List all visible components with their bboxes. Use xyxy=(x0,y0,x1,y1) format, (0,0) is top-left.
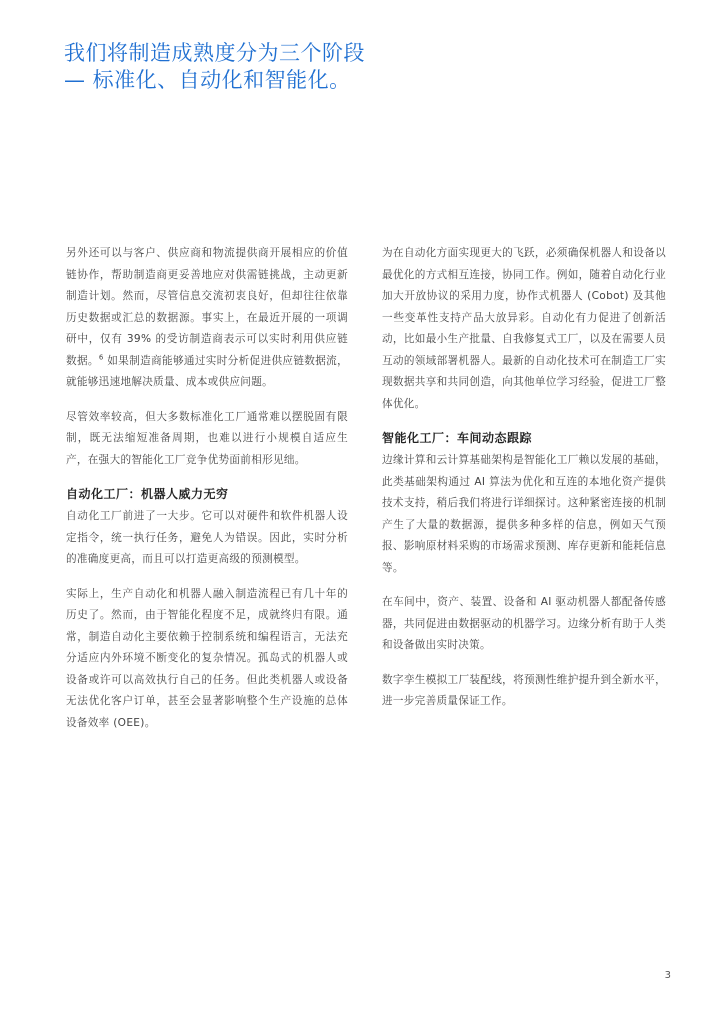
paragraph-automation-intro: 自动化工厂前进了一大步。它可以对硬件和软件机器人设定指令，统一执行任务，避免人为错误。因此，实时分析的准确度更高，而且可以打造更高级的预测模型。 xyxy=(66,510,348,565)
heading-line-1: 我们将制造成熟度分为三个阶段 xyxy=(64,41,365,65)
page-heading xyxy=(64,40,394,94)
right-column xyxy=(382,243,666,726)
paragraph-edge-cloud: 边缘计算和云计算基础架构是智能化工厂赖以发展的基础，此类基础架构通过 AI 算法为优化和互连的本地化资产提供技术支持，稍后我们将进行详细探讨。这种紧密连接的机制产生了大量的数据源，提供多种多样的信息，例如天气预报、影响原材料采购的市场需求预测、库存更新和能耗信息等。 xyxy=(382,454,666,574)
section-heading-automation: 自动化工厂：机器人威力无穷 xyxy=(66,487,229,501)
paragraph-shop-floor: 在车间中，资产、装置、设备和 AI 驱动机器人都配备传感器，共同促进由数据驱动的机器学习。边缘分析有助于人类和设备做出实时决策。 xyxy=(382,596,666,651)
paragraph-digital-twin: 数字孪生模拟工厂装配线，将预测性维护提升到全新水平，进一步完善质量保证工作。 xyxy=(382,673,666,707)
paragraph-text: 另外还可以与客户、供应商和物流提供商开展相应的价值链协作，帮助制造商更妥善地应对供需链挑战，主动更新制造计划。然而，尽管信息交流初衷良好，但却往往依靠历史数据或汇总的数据源。事实上，在最近开展的一项调研中，仅有 39% 的受访制造商表示可以实时利用供应链数据。 xyxy=(66,247,348,367)
page-number: 3 xyxy=(664,970,671,981)
section-heading-smart-factory: 智能化工厂：车间动态跟踪 xyxy=(382,431,533,445)
paragraph-text: 如果制造商能够通过实时分析促进供应链数据流，就能够迅速地解决质量、成本或供应问题。 xyxy=(66,354,348,388)
paragraph-automation-leap: 为在自动化方面实现更大的飞跃，必须确保机器人和设备以最优化的方式相互连接，协同工作。例如，随着自动化行业加大开放协议的采用力度，协作式机器人 (Cobot) 及其他一些变革性支持产品大放异彩。自动化有力促进了创新活动，比如最小生产批量、自我修复式工厂，以及在需要人员互动的领域部署机器人。最新的自动化技术可在制造工厂实现数据共享和共同创造，向其他单位学习经验，促进工厂整体优化。 xyxy=(382,247,666,410)
paragraph-automation-history: 实际上，生产自动化和机器人融入制造流程已有几十年的历史了。然而，由于智能化程度不足，成就终归有限。通常，制造自动化主要依赖于控制系统和编程语言，无法充分适应内外环境不断变化的复杂情况。孤岛式的机器人或设备或许可以高效执行自己的任务。但此类机器人或设备无法优化客户订单，甚至会显著影响整个生产设施的总体设备效率 (OEE)。 xyxy=(66,587,348,729)
footnote-marker: 6 xyxy=(98,352,104,361)
paragraph-standardized-limits: 尽管效率较高，但大多数标准化工厂通常难以摆脱固有限制，既无法缩短准备周期，也难以进行小规模自适应生产，在强大的智能化工厂竞争优势面前相形见绌。 xyxy=(66,410,348,466)
paragraph-supply-chain xyxy=(66,243,348,394)
left-column xyxy=(66,243,348,747)
heading-line-2: — 标准化、自动化和智能化。 xyxy=(64,68,351,92)
